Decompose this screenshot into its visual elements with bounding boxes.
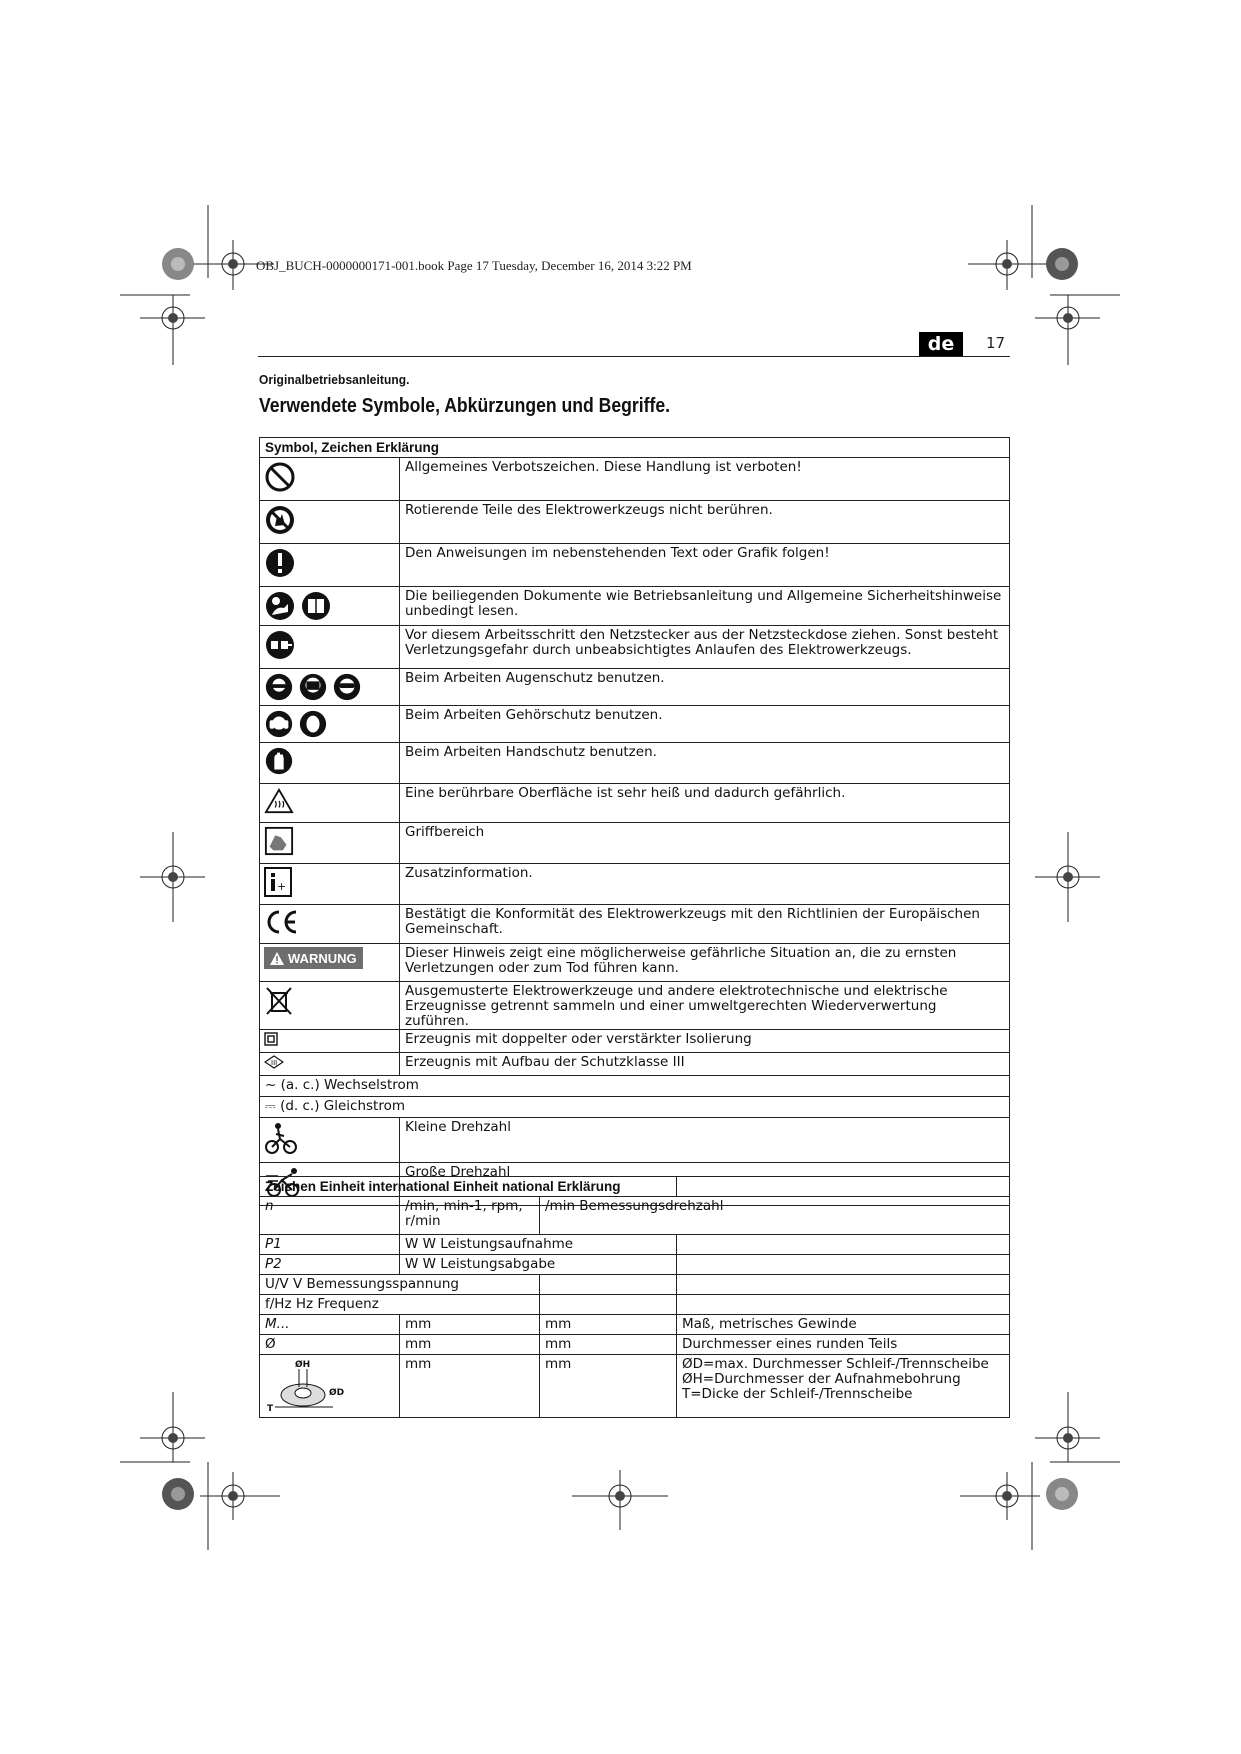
unit-explanation: Maß, metrisches Gewinde bbox=[677, 1315, 1010, 1335]
face-shield-icon bbox=[298, 672, 328, 702]
crossed-bin-icon bbox=[264, 985, 294, 1017]
table-row bbox=[260, 823, 1010, 864]
table-row bbox=[260, 864, 1010, 905]
page-number: 17 bbox=[986, 334, 1006, 352]
no-touch-rotating-icon bbox=[264, 504, 296, 536]
symbol-explanation: Erzeugnis mit Aufbau der Schutzklasse III bbox=[400, 1053, 1010, 1076]
symbol-explanation: Eine berührbare Oberfläche ist sehr heiß und dadurch gefährlich. bbox=[400, 784, 1010, 823]
symbol-explanation: Ausgemusterte Elektrowerkzeuge und andere elektrotechnische und elektrische Erzeugnisse getrennt sammeln und einer umweltgerechten Wiederverwertung zuführen. bbox=[400, 982, 1010, 1030]
hot-surface-icon bbox=[264, 787, 294, 815]
table-row bbox=[260, 544, 1010, 587]
unit-symbol: U/V V Bemessungsspannung bbox=[260, 1275, 540, 1295]
unit-explanation: Durchmesser eines runden Teils bbox=[677, 1335, 1010, 1355]
symbol-explanation: Beim Arbeiten Gehörschutz benutzen. bbox=[400, 706, 1010, 743]
table-row bbox=[260, 743, 1010, 784]
unit-symbol: P2 bbox=[260, 1255, 400, 1275]
unit-table bbox=[259, 1176, 1010, 1418]
unit-international: W W Leistungsaufnahme bbox=[400, 1235, 677, 1255]
svg-text:ØH: ØH bbox=[295, 1360, 311, 1370]
symbol-explanation: Vor diesem Arbeitsschritt den Netzstecker aus der Netzsteckdose ziehen. Sonst besteht Verletzungsgefahr durch unbeabsichtigtes Anlaufen des Elektrowerkzeugs. bbox=[400, 626, 1010, 669]
language-badge: de bbox=[919, 332, 963, 356]
table-row bbox=[260, 587, 1010, 626]
info-icon bbox=[264, 867, 292, 897]
grinding-disc-diagram-icon bbox=[265, 1357, 355, 1413]
table-row bbox=[260, 784, 1010, 823]
symbol-explanation: Große Drehzahl bbox=[400, 1163, 1010, 1206]
table-row bbox=[260, 1355, 1010, 1418]
table-row bbox=[260, 1295, 1010, 1315]
unit-international: mm bbox=[400, 1335, 540, 1355]
exclamation-icon bbox=[264, 547, 296, 579]
table-row bbox=[260, 1076, 1010, 1097]
symbol-explanation: Bestätigt die Konformität des Elektrowerkzeugs mit den Richtlinien der Europäischen Gemeinschaft. bbox=[400, 905, 1010, 944]
unit-national: /min Bemessungsdrehzahl bbox=[540, 1197, 1010, 1235]
symbol-explanation: Rotierende Teile des Elektrowerkzeugs nicht berühren. bbox=[400, 501, 1010, 544]
symbol-explanation: Griffbereich bbox=[400, 823, 1010, 864]
unit-table-header bbox=[260, 1177, 1010, 1197]
table-row bbox=[260, 905, 1010, 944]
table-row bbox=[260, 458, 1010, 501]
symbol-explanation: Erzeugnis mit doppelter oder verstärkter Isolierung bbox=[400, 1030, 1010, 1053]
table-row bbox=[260, 1275, 1010, 1295]
svg-text:T: T bbox=[267, 1404, 274, 1413]
unit-symbol: M... bbox=[260, 1315, 400, 1335]
unit-explanation: ØD=max. Durchmesser Schleif-/Trennscheibe ØH=Durchmesser der Aufnahmebohrung T=Dicke der Schleif-/Trennscheibe bbox=[677, 1355, 1010, 1418]
symbol-explanation: Den Anweisungen im nebenstehenden Text oder Grafik folgen! bbox=[400, 544, 1010, 587]
ce-mark-icon bbox=[264, 908, 300, 936]
unit-table-header-cell: Zeichen Einheit international Einheit national Erklärung bbox=[260, 1177, 677, 1197]
table-row bbox=[260, 1053, 1010, 1076]
warning-badge bbox=[264, 947, 363, 969]
table-row bbox=[260, 626, 1010, 669]
table-row bbox=[260, 1030, 1010, 1053]
book-header-line: OBJ_BUCH-0000000171-001.book Page 17 Tuesday, December 16, 2014 3:22 PM bbox=[256, 258, 692, 273]
grip-area-icon bbox=[264, 826, 294, 856]
unit-national: mm bbox=[540, 1355, 677, 1418]
unit-international: W W Leistungsabgabe bbox=[400, 1255, 677, 1275]
table-row bbox=[260, 1235, 1010, 1255]
dc-row: ⎓ (d. c.) Gleichstrom bbox=[260, 1097, 1010, 1118]
ac-row: ~ (a. c.) Wechselstrom bbox=[260, 1076, 1010, 1097]
symbol-table-header-cell: Symbol, Zeichen Erklärung bbox=[260, 438, 1010, 458]
read-manual-icon bbox=[264, 590, 296, 622]
unit-symbol: P1 bbox=[260, 1235, 400, 1255]
table-row bbox=[260, 1315, 1010, 1335]
table-row bbox=[260, 1118, 1010, 1163]
book-icon bbox=[300, 590, 332, 622]
ear-muff-icon bbox=[298, 709, 328, 739]
unit-international: mm bbox=[400, 1355, 540, 1418]
eye-protection-icon bbox=[264, 672, 294, 702]
symbol-table-header bbox=[260, 438, 1010, 458]
table-row bbox=[260, 706, 1010, 743]
unit-symbol: n bbox=[260, 1197, 400, 1235]
warning-triangle-icon bbox=[270, 952, 284, 965]
unit-international: mm bbox=[400, 1315, 540, 1335]
table-row bbox=[260, 1335, 1010, 1355]
symbol-explanation: Allgemeines Verbotszeichen. Diese Handlung ist verboten! bbox=[400, 458, 1010, 501]
table-row bbox=[260, 1097, 1010, 1118]
table-row bbox=[260, 944, 1010, 982]
warning-badge-label: WARNUNG bbox=[288, 950, 357, 966]
protection-class-3-icon bbox=[264, 1055, 284, 1069]
unit-symbol: Ø bbox=[260, 1335, 400, 1355]
prohibition-icon bbox=[264, 461, 296, 493]
table-row bbox=[260, 669, 1010, 706]
glove-icon bbox=[264, 746, 294, 776]
unit-national: mm bbox=[540, 1315, 677, 1335]
svg-text:ØD: ØD bbox=[329, 1388, 345, 1398]
symbol-explanation: Zusatzinformation. bbox=[400, 864, 1010, 905]
table-row bbox=[260, 982, 1010, 1030]
table-row bbox=[260, 501, 1010, 544]
symbol-table bbox=[259, 437, 1010, 1206]
symbol-explanation: Die beiliegenden Dokumente wie Betriebsanleitung und Allgemeine Sicherheitshinweise unbedingt lesen. bbox=[400, 587, 1010, 626]
symbol-explanation: Beim Arbeiten Handschutz benutzen. bbox=[400, 743, 1010, 784]
goggles-icon bbox=[332, 672, 362, 702]
symbol-explanation: Dieser Hinweis zeigt eine möglicherweise gefährliche Situation an, die zu ernsten Verletzungen oder zum Tod führen kann. bbox=[400, 944, 1010, 982]
unit-symbol: f/Hz Hz Frequenz bbox=[260, 1295, 540, 1315]
header-rule bbox=[258, 356, 1010, 357]
ear-protection-icon bbox=[264, 709, 294, 739]
table-row bbox=[260, 1197, 1010, 1235]
document-subtitle: Originalbetriebsanleitung. bbox=[259, 372, 410, 387]
double-insulation-icon bbox=[264, 1032, 278, 1046]
svg-text:+: + bbox=[277, 880, 287, 893]
svg-text:III: III bbox=[271, 1059, 278, 1067]
symbol-explanation: Beim Arbeiten Augenschutz benutzen. bbox=[400, 669, 1010, 706]
unit-national: mm bbox=[540, 1335, 677, 1355]
unplug-icon bbox=[264, 629, 296, 661]
document-title: Verwendete Symbole, Abkürzungen und Begriffe. bbox=[259, 395, 671, 417]
unit-international: /min, min-1, rpm, r/min bbox=[400, 1197, 540, 1235]
symbol-explanation: Kleine Drehzahl bbox=[400, 1118, 1010, 1163]
slow-bike-icon bbox=[264, 1121, 298, 1155]
table-row bbox=[260, 1255, 1010, 1275]
